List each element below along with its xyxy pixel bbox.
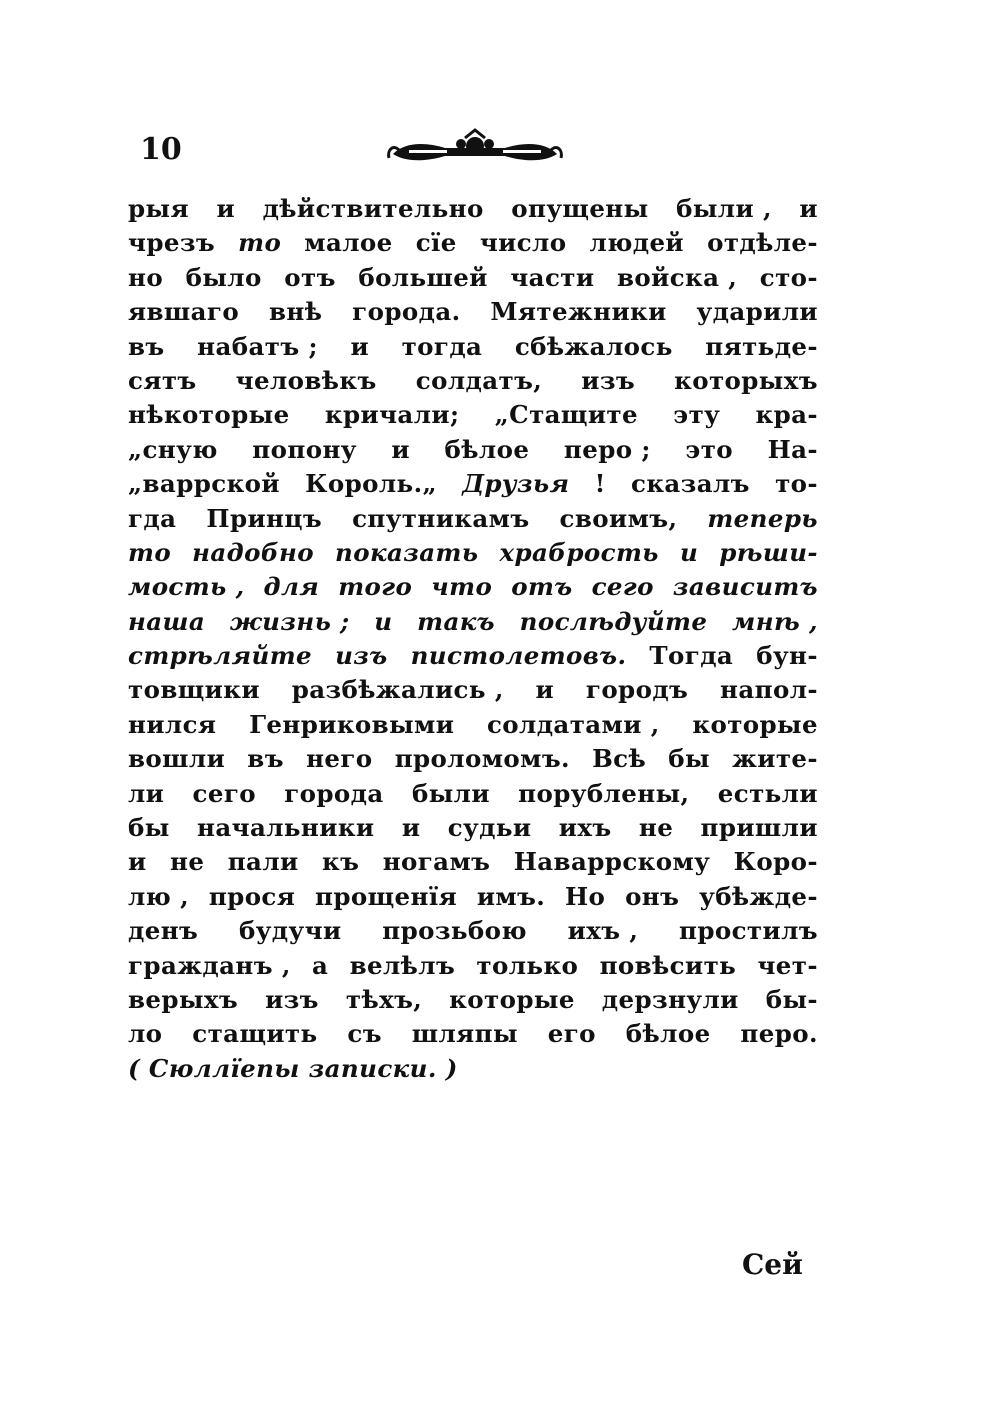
word: кричали; [324,400,460,430]
word: сятъ [128,365,197,395]
word: ! [594,469,606,499]
text-line [128,332,818,366]
text-line [128,675,818,709]
word: его [547,1019,596,1049]
word: и [374,606,393,636]
word: своимъ, [559,503,678,533]
word: верыхъ [128,984,239,1014]
catchword: Сей [742,1248,803,1281]
word: которые [692,709,818,739]
word: нился [128,709,217,739]
word: опущены [511,194,649,223]
word: жите- [732,744,818,774]
word: бун- [756,641,818,671]
text-line [128,813,818,847]
word: стащить [192,1019,318,1049]
word: и [535,675,555,705]
word: ли [128,778,165,808]
word: изъ [265,984,319,1014]
word: тогда [401,331,483,361]
word: Генриковыми [249,709,455,739]
word: не [638,813,674,843]
word: внѣ [268,297,323,327]
word: то [128,537,172,567]
word: и [401,813,421,843]
word: рѣши- [719,537,818,567]
text-line [128,435,818,469]
word: въ [128,331,165,361]
word: чет- [757,950,818,980]
word: естьли [717,778,818,808]
word: велѣлъ [349,950,456,980]
word: это [685,434,734,464]
word: шляпы [411,1019,518,1049]
word: показать [335,537,479,567]
word: повѣсить [599,950,737,980]
text-line [128,710,818,744]
word: Коро- [733,847,818,877]
word: простилъ [679,916,818,946]
word: ударили [696,297,818,327]
word: напол- [720,675,818,705]
word: будучи [238,916,342,946]
body-text [128,194,818,1088]
word: которыхъ [674,365,818,395]
word: которые [449,984,575,1014]
word: перо. [740,1019,818,1049]
text-line [128,744,818,778]
text-line [128,1019,818,1053]
word: нѣкоторые [128,400,290,430]
text-line [128,400,818,434]
word: „Стащите [494,400,638,430]
word: спутникамъ [352,503,530,533]
text-line [128,985,818,1019]
word: того [338,572,413,602]
word: городъ [585,675,689,705]
word: онъ [625,881,680,911]
word: наша [128,606,206,636]
word: товщики [128,675,260,705]
word: судьи [447,813,532,843]
word: малое [304,228,393,258]
word: такъ [417,606,495,636]
text-line [128,951,818,985]
word: отъ [511,572,573,602]
word: надобно [192,537,314,567]
text-line [128,847,818,881]
word: было [185,262,262,292]
word: сто- [759,262,818,292]
word: и [216,194,236,223]
word: Но [565,881,606,911]
word: а [312,950,329,980]
text-line [128,366,818,400]
word: мнѣ , [732,606,818,636]
word: части [510,262,595,292]
word: набатъ ; [197,331,318,361]
text-line [128,607,818,641]
word: бы [668,744,710,774]
word: Друзья [462,469,570,499]
text-line [128,882,818,916]
word: изъ [335,641,388,671]
word: солдатами , [486,709,660,739]
word: и [128,847,147,877]
word: но [128,262,164,292]
word: въ [247,744,284,774]
word: пали [227,847,299,877]
word: жизнь ; [229,606,350,636]
text-line [128,779,818,813]
word: разбѣжались , [291,675,504,705]
text-line [128,228,818,262]
word: съ [347,1019,382,1049]
word: большей [358,262,488,292]
word: На- [767,434,818,464]
word: бѣлое [444,434,530,464]
word: имъ. [476,881,546,911]
word: бѣлое [625,1019,711,1049]
word: прощенїя [315,881,458,911]
word: человѣкъ [235,365,377,395]
word: сїе [415,228,457,258]
word: Принцъ [206,503,323,533]
word: эту [673,400,721,430]
word: и [350,331,370,361]
word: пятьде- [705,331,818,361]
text-line [128,297,818,331]
word: послѣдуйте [519,606,708,636]
text-line [128,572,818,606]
word: мость , [128,572,245,602]
word: явшаго [128,297,240,327]
text-line [128,538,818,572]
word: „варрской [128,469,280,499]
word: теперь [707,503,818,533]
word: число [479,228,567,258]
word: города [284,778,384,808]
word: вошли [128,744,226,774]
word: и [679,537,699,567]
word: и [799,194,818,223]
word: солдатъ, [415,365,543,395]
word: проломомъ. [394,744,570,774]
word: только [476,950,579,980]
word: то [238,228,282,258]
word: Наваррскому [513,847,711,877]
word: сего [192,778,256,808]
word: гда [128,503,177,533]
word: дерзнули [601,984,739,1014]
word: Всѣ [592,744,647,774]
header-ornament [385,128,565,170]
word: что [431,572,493,602]
word: были , [676,194,772,223]
word: къ [321,847,360,877]
word: сказалъ [631,469,750,499]
word: сего [591,572,654,602]
word: убѣжде- [699,881,818,911]
word: отъ [284,262,336,292]
word: пришли [700,813,818,843]
word: прося [208,881,296,911]
word: отдѣле- [707,228,818,258]
word: пистолетовъ. [410,641,627,671]
word: тѣхъ, [345,984,423,1014]
word: войска , [616,262,738,292]
word: города. [352,297,461,327]
word: „сную [128,434,218,464]
text-line [128,263,818,297]
word: порублены, [518,778,690,808]
page-number: 10 [140,132,182,167]
word: ло [128,1019,163,1049]
word: зависитъ [672,572,818,602]
word: денъ [128,916,199,946]
word: гражданъ , [128,950,291,980]
word: дѣйствительно [262,194,484,223]
word: кра- [755,400,818,430]
word: храбрость [499,537,659,567]
word: сбѣжалось [514,331,673,361]
word: лю , [128,881,190,911]
word: перо ; [563,434,651,464]
word: чрезъ [128,228,216,258]
text-line [128,469,818,503]
citation: ( Сюллїепы записки. ) [128,1053,458,1083]
word: то- [775,469,818,499]
word: начальники [197,813,375,843]
word: попону [252,434,357,464]
word: были [411,778,490,808]
text-line [128,916,818,950]
word: ногамъ [382,847,491,877]
word: прозьбою [382,916,527,946]
word: изъ [581,365,636,395]
text-line [128,194,818,228]
word: и [391,434,410,464]
citation-line [128,1054,818,1088]
word: него [306,744,373,774]
text-line [128,641,818,675]
word: ихъ [558,813,612,843]
word: для [263,572,320,602]
word: людей [589,228,685,258]
word: ихъ , [567,916,639,946]
word: не [169,847,205,877]
word: Мятежники [490,297,667,327]
word: Король.„ [305,469,437,499]
word: бы- [765,984,818,1014]
word: рыя [128,194,189,223]
word: бы [128,813,170,843]
text-line [128,504,818,538]
word: стрѣляйте [128,641,313,671]
word: Тогда [649,641,734,671]
